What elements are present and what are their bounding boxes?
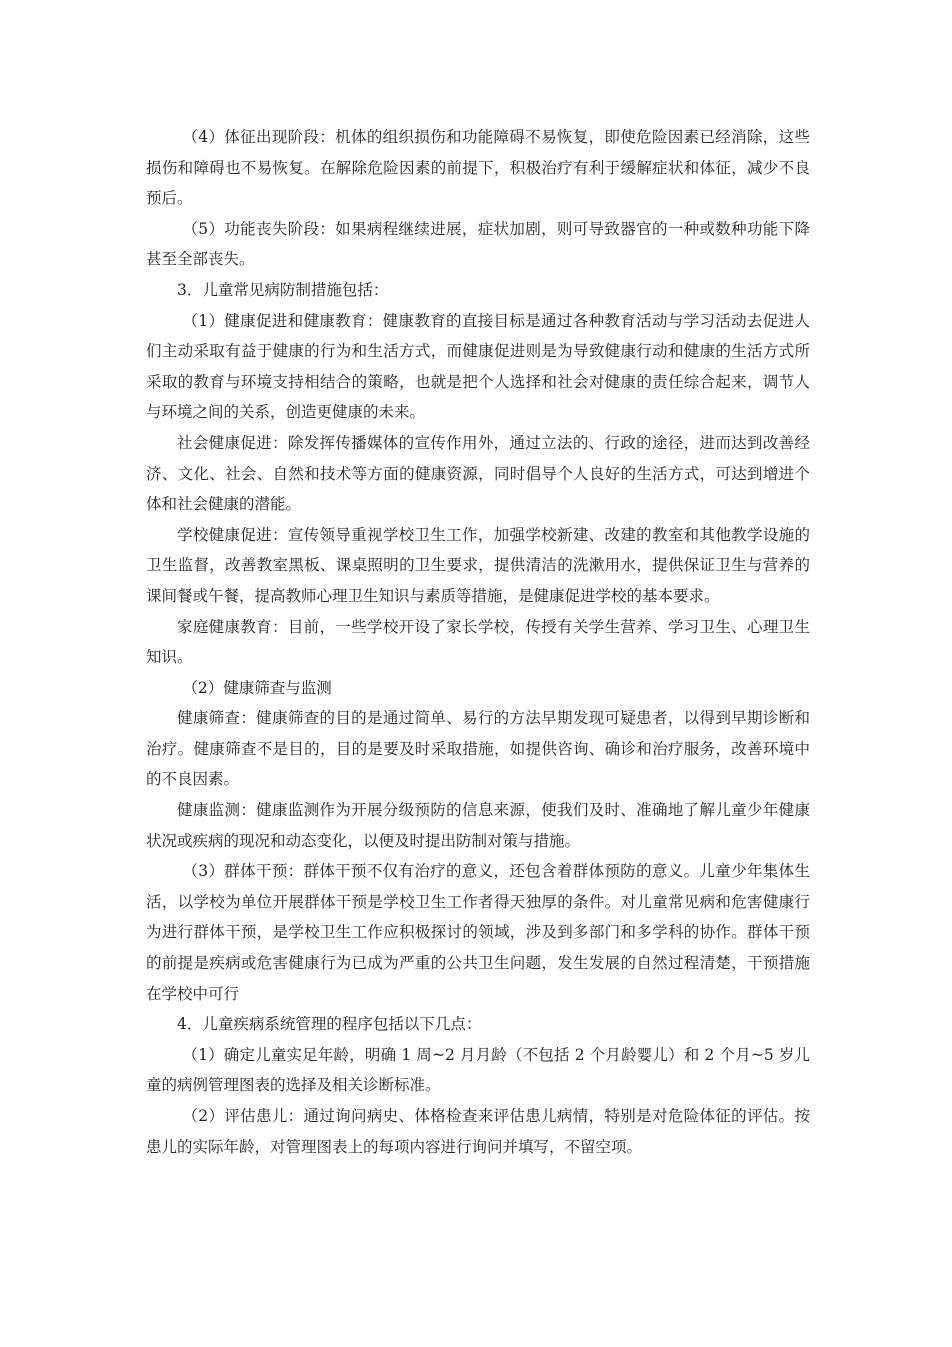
- section-heading-3: 3．儿童常见病防制措施包括：: [177, 280, 389, 299]
- body-text: [146, 122, 810, 1162]
- paragraph-assess-child: （2）评估患儿：通过询问病史、体格检查来评估患儿病情，特别是对危险体征的评估。按患儿的实际年龄，对管理图表上的每项内容进行询问并填写，不留空项。: [146, 1107, 810, 1156]
- section-heading-4: 4．儿童疾病系统管理的程序包括以下几点：: [177, 1015, 482, 1034]
- paragraph-social-health: 社会健康促进：除发挥传播媒体的宣传作用外，通过立法的、行政的途径，进而达到改善经济、文化、社会、自然和技术等方面的健康资源，同时倡导个人良好的生活方式，可达到增进个体和社会健康的潜能。: [146, 433, 810, 514]
- paragraph-family-health: 家庭健康教育：目前，一些学校开设了家长学校，传授有关学生营养、学习卫生、心理卫生知识。: [146, 617, 810, 667]
- paragraph-stage-5: （5）功能丧失阶段：如果病程继续进展，症状加剧，则可导致器官的一种或数种功能下降甚至全部丧失。: [146, 219, 810, 269]
- paragraph-school-health: 学校健康促进：宣传领导重视学校卫生工作，加强学校新建、改建的教室和其他教学设施的卫生监督，改善教室黑板、课桌照明的卫生要求，提供清洁的洗漱用水，提供保证卫生与营养的课间餐或午餐，提高教师心理卫生知识与素质等措施，是健康促进学校的基本要求。: [146, 525, 810, 605]
- subheading-screening: （2）健康筛查与监测: [182, 678, 332, 697]
- paragraph-health-screening: 健康筛查：健康筛查的目的是通过简单、易行的方法早期发现可疑患者，以得到早期诊断和治疗。健康筛查不是目的，目的是要及时采取措施，如提供咨询、确诊和治疗服务，改善环境中的不良因素。: [146, 709, 810, 789]
- paragraph-determine-age: （1）确定儿童实足年龄，明确 1 周~2 月月龄（不包括 2 个月龄婴儿）和 2 个月~5 岁儿童的病例管理图表的选择及相关诊断标准。: [146, 1045, 810, 1095]
- paragraph-stage-4: （4）体征出现阶段：机体的组织损伤和功能障碍不易恢复，即使危险因素已经消除，这些损伤和障碍也不易恢复。在解除危险因素的前提下，积极治疗有利于缓解症状和体征，减少不良预后。: [146, 128, 810, 208]
- paragraph-health-promotion: （1）健康促进和健康教育：健康教育的直接目标是通过各种教育活动与学习活动去促进人们主动采取有益于健康的行为和生活方式，而健康促进则是为导致健康行动和健康的生活方式所采取的教育与环境支持相结合的策略，也就是把个人选择和社会对健康的责任综合起来，调节人与环境之间的关系，创造更健康的未来。: [146, 311, 810, 422]
- paragraph-health-monitoring: 健康监测：健康监测作为开展分级预防的信息来源，使我们及时、准确地了解儿童少年健康状况或疾病的现况和动态变化，以便及时提出防制对策与措施。: [146, 801, 810, 850]
- paragraph-group-intervention: （3）群体干预：群体干预不仅有治疗的意义，还包含着群体预防的意义。儿童少年集体生活，以学校为单位开展群体干预是学校卫生工作者得天独厚的条件。对儿童常见病和危害健康行为进行群体干预，是学校卫生工作应积极探讨的领域，涉及到多部门和多学科的协作。群体干预的前提是疾病或危害健康行为已成为严重的公共卫生问题，发生发展的自然过程清楚，干预措施在学校中可行: [146, 862, 810, 1003]
